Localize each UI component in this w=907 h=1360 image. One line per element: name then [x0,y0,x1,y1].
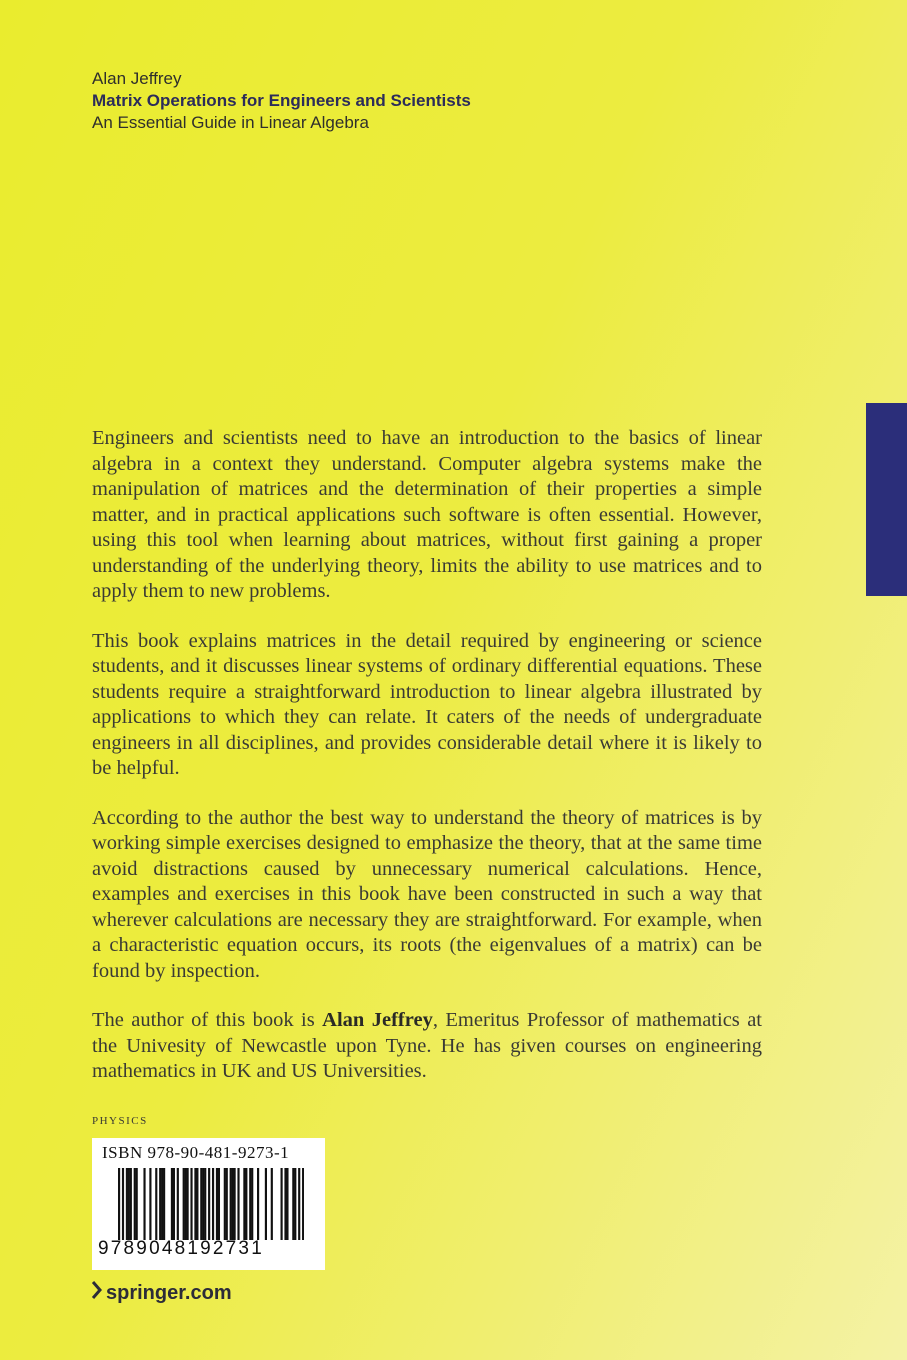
barcode-bar [143,1168,145,1240]
barcode-bar [208,1168,210,1240]
barcode-bar [187,1168,189,1240]
barcode-bar [183,1168,185,1240]
barcode-bar [161,1168,163,1240]
book-title: Matrix Operations for Engineers and Scientists [92,91,471,110]
isbn-label: ISBN 978-90-481-9273-1 [102,1143,290,1162]
barcode-bar [177,1168,179,1240]
subject-category: PHYSICS [92,1115,148,1127]
barcode-bar [284,1168,286,1240]
barcode-bar [294,1168,296,1240]
barcode-bar [230,1168,232,1240]
barcode-bar [292,1168,294,1240]
barcode-bar [218,1168,220,1240]
barcode-bar [196,1168,198,1240]
blurb-paragraph-2: This book explains matrices in the detail required by engineering or science students, and it discusses linear systems of ordinary differential equations. These students require a straightforward introduction to linear algebra illustrated by applications to which they can relate. It caters of the needs of undergraduate engineers in all disciplines, and provides considerable detail where it is likely to be helpful. [92,629,762,779]
barcode-bar [243,1168,245,1240]
barcode-bar [265,1168,267,1240]
blurb-paragraph-1: Engineers and scientists need to have an introduction to the basics of linear algebra in a context they understand. Computer algebra systems make the manipulation of matrices and the determination of their properties a simple matter, and in practical applications such software is often essential. However, using this tool when learning about matrices, without first gaining a proper understanding of the underlying theory, limits the ability to use matrices and to apply them to new problems. [92,427,762,602]
barcode-bar [136,1168,138,1240]
barcode-bar [155,1168,157,1240]
barcode-bar [281,1168,283,1240]
barcode-bar [271,1168,273,1240]
barcode-bar [130,1168,132,1240]
accent-bar [866,403,907,596]
barcode-bar [234,1168,236,1240]
barcode-digits: 9789048192731 [98,1238,264,1259]
author-name-bold: Alan Jeffrey [322,1009,433,1031]
blurb-paragraph-3: According to the author the best way to understand the theory of matrices is by working simple exercises designed to emphasize the theory, that at the same time avoid distractions caused by unnecessary numerical calculations. Hence, examples and exercises in this book have been constructed in such a way that wherever calculations are necessary they are straightforward. For example, when a characteristic equation occurs, its roots (the eigenvalues of a matrix) can be found by inspection. [92,806,762,982]
barcode-bar [257,1168,259,1240]
barcode-bar [185,1168,187,1240]
author-name: Alan Jeffrey [92,69,182,88]
barcode-bar [232,1168,234,1240]
barcode-bar [194,1168,196,1240]
barcode-bar [126,1168,128,1240]
barcode-bar [171,1168,173,1240]
chevron-right-icon [92,1281,102,1305]
barcode-bar [245,1168,247,1240]
barcode-bar [200,1168,202,1240]
publisher-link[interactable] [92,1281,232,1305]
barcode-bar [224,1168,226,1240]
barcode-bar [190,1168,192,1240]
barcode-bar [128,1168,130,1240]
barcode-bar [226,1168,228,1240]
author-bio-text: , Emeritus Professor of mathematics at the Univesity of Newcastle upon Tyne. He has given courses on engineering mathematics in UK and US Universities. [92,1009,762,1082]
barcode-bar [298,1168,300,1240]
cover-header [92,68,471,134]
barcode-bar [173,1168,175,1240]
barcode-bar [249,1168,251,1240]
barcode-bar [118,1168,120,1240]
barcode-bar [251,1168,253,1240]
barcode-bar [204,1168,206,1240]
book-subtitle: An Essential Guide in Linear Algebra [92,113,369,132]
isbn-barcode-box [92,1138,325,1270]
back-cover-blurb [92,426,762,1109]
barcode-bar [149,1168,151,1240]
barcode-bar [159,1168,161,1240]
barcode-bar [163,1168,165,1240]
barcode-bar [302,1168,304,1240]
barcode-bar [286,1168,288,1240]
barcode-bar [202,1168,204,1240]
barcode-bar [122,1168,124,1240]
blurb-paragraph-4 [92,1008,762,1085]
publisher-url: springer.com [106,1281,232,1304]
barcode-bar [134,1168,136,1240]
barcode-bar [212,1168,214,1240]
barcode-bar [237,1168,239,1240]
barcode-bar [216,1168,218,1240]
author-intro-text: The author of this book is [92,1009,323,1031]
barcode-icon [118,1168,304,1240]
